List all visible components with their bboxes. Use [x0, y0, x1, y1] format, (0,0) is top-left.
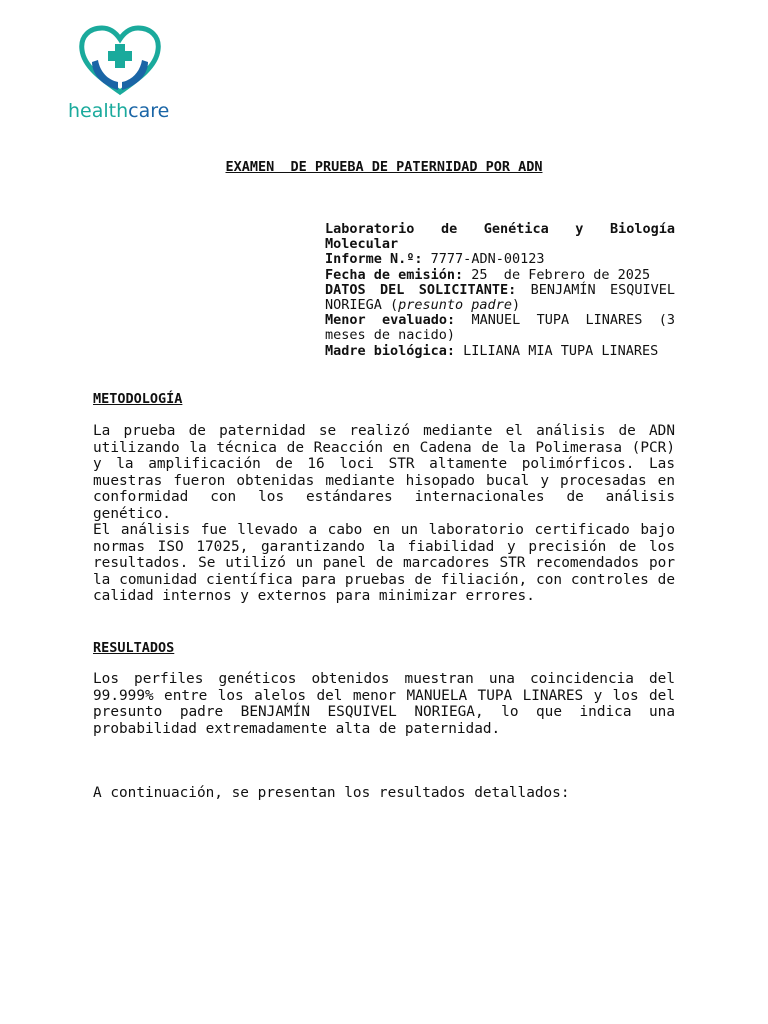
results-paragraph-2: A continuación, se presentan los resultados detallados:	[93, 785, 570, 801]
heart-hands-icon	[76, 24, 164, 96]
issue-date: Fecha de emisión: 25 de Febrero de 2025	[325, 266, 651, 283]
minor-evaluated: Menor evaluado: MANUEL TUPA LINARES (3 meses de nacido)	[325, 312, 676, 344]
methodology-paragraph-2: El análisis fue llevado a cabo en un laboratorio certificado bajo normas ISO 17025, garantizando la fiabilidad y precisión de los resultados. Se utilizó un panel de marcadores STR recomendados por la comunidad científica para pruebas de filiación, con controles de calidad internos y externos para minimizar errores.	[93, 522, 675, 605]
lab-name: Laboratorio de Genética y Biología Molecular	[325, 221, 675, 253]
methodology-paragraph-1: La prueba de paternidad se realizó mediante el análisis de ADN utilizando la técnica de Reacción en Cadena de la Polimerasa (PCR) y la amplificación de 16 loci STR altamente polimórficos. Las muestras fueron obtenidas mediante hisopado bucal y procesadas en conformidad con los estándares internacionales de análisis genético.	[93, 423, 675, 522]
biological-mother: Madre biológica: LILIANA MIA TUPA LINARES	[325, 342, 659, 359]
results-paragraph-1: Los perfiles genéticos obtenidos muestran una coincidencia del 99.999% entre los alelos del menor MANUELA TUPA LINARES y los del presunto padre BENJAMÍN ESQUIVEL NORIEGA, lo que indica una probabilidad extremadamente alta de paternidad.	[93, 671, 675, 737]
report-info-block	[325, 222, 675, 359]
document-title: EXAMEN DE PRUEBA DE PATERNIDAD POR ADN	[225, 159, 543, 175]
methodology-heading: METODOLOGÍA	[93, 391, 183, 407]
results-heading: RESULTADOS	[93, 640, 175, 656]
applicant-data: DATOS DEL SOLICITANTE: BENJAMÍN ESQUIVEL NORIEGA (presunto padre)	[325, 281, 675, 314]
report-number: Informe N.º: 7777-ADN-00123	[325, 251, 545, 268]
healthcare-logo	[64, 24, 176, 124]
logo-text: healthcare	[68, 100, 170, 122]
